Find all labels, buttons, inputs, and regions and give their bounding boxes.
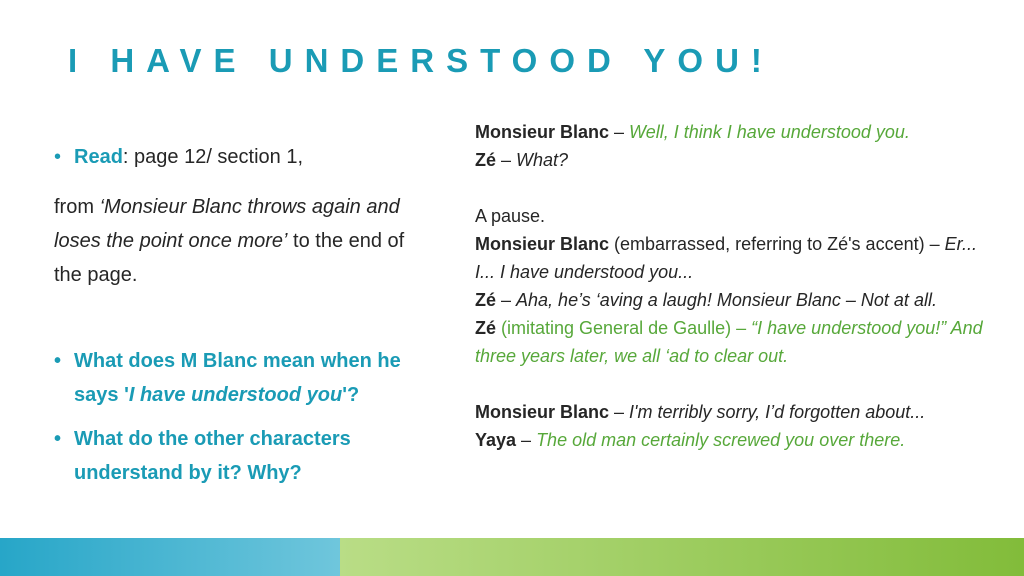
- spacer: [475, 174, 995, 202]
- question-2-text: What do the other characters understand by it? Why?: [74, 428, 351, 484]
- from-quote: ‘Monsieur Blanc throws again and loses the point once more’: [54, 196, 400, 252]
- dash: –: [496, 150, 517, 170]
- read-label: Read: [74, 146, 123, 168]
- dialogue-text: Well, I think I have understood you.: [629, 122, 910, 142]
- dialogue-text: Er... I... I have understood you...: [475, 234, 977, 282]
- speaker-name: Monsieur Blanc: [475, 402, 610, 422]
- dialogue-line-4: [475, 230, 995, 286]
- footer-band-blue: [0, 538, 340, 576]
- question-1: [54, 344, 434, 412]
- stage-direction-pause: A pause.: [475, 206, 546, 226]
- question-1-text: What does M Blanc mean when he says: [74, 350, 401, 406]
- read-range-text: [54, 190, 434, 292]
- dialogue-text: “I have understood you!” And three years later, we all ‘ad to clear out.: [475, 318, 983, 366]
- read-text: : page 12/ section 1,: [122, 146, 304, 168]
- question-1-quote: I have understood you: [128, 384, 343, 406]
- dialogue-excerpt: [475, 118, 995, 454]
- question-1-quote-open: ': [124, 384, 129, 406]
- question-2: [54, 422, 434, 490]
- dialogue-text: Aha, he’s ‘aving a laugh! Monsieur Blanc – Not at all.: [516, 290, 937, 310]
- speaker-name: Zé: [475, 150, 497, 170]
- dialogue-line-1: [475, 118, 995, 146]
- footer-band-green: [340, 538, 1024, 576]
- slide-title: I HAVE UNDERSTOOD YOU!: [68, 42, 774, 79]
- stage-direction: (imitating General de Gaulle) –: [496, 318, 752, 338]
- dialogue-text: What?: [516, 150, 569, 170]
- dash: –: [609, 402, 630, 422]
- spacer: [475, 370, 995, 398]
- speaker-name: Monsieur Blanc: [475, 234, 610, 254]
- read-bullet: [54, 140, 434, 174]
- question-1-end: '?: [342, 384, 360, 406]
- dash: –: [609, 122, 630, 142]
- dialogue-line-6: [475, 314, 995, 370]
- speaker-name: Zé: [475, 318, 497, 338]
- stage-direction: (embarrassed, referring to Zé's accent) –: [609, 234, 945, 254]
- speaker-name: Monsieur Blanc: [475, 122, 610, 142]
- dash: –: [496, 290, 517, 310]
- dialogue-line-7: [475, 398, 995, 426]
- dialogue-text: I'm terribly sorry, I’d forgotten about...: [629, 402, 926, 422]
- from-word: from: [54, 196, 100, 218]
- speaker-name: Zé: [475, 290, 497, 310]
- dialogue-line-5: [475, 286, 995, 314]
- left-column: [54, 140, 434, 490]
- speaker-name: Yaya: [475, 430, 517, 450]
- from-end: to the end of the page.: [54, 230, 405, 286]
- dialogue-line-2: [475, 146, 995, 174]
- dialogue-line-8: [475, 426, 995, 454]
- dash: –: [516, 430, 537, 450]
- dialogue-text: The old man certainly screwed you over there.: [536, 430, 906, 450]
